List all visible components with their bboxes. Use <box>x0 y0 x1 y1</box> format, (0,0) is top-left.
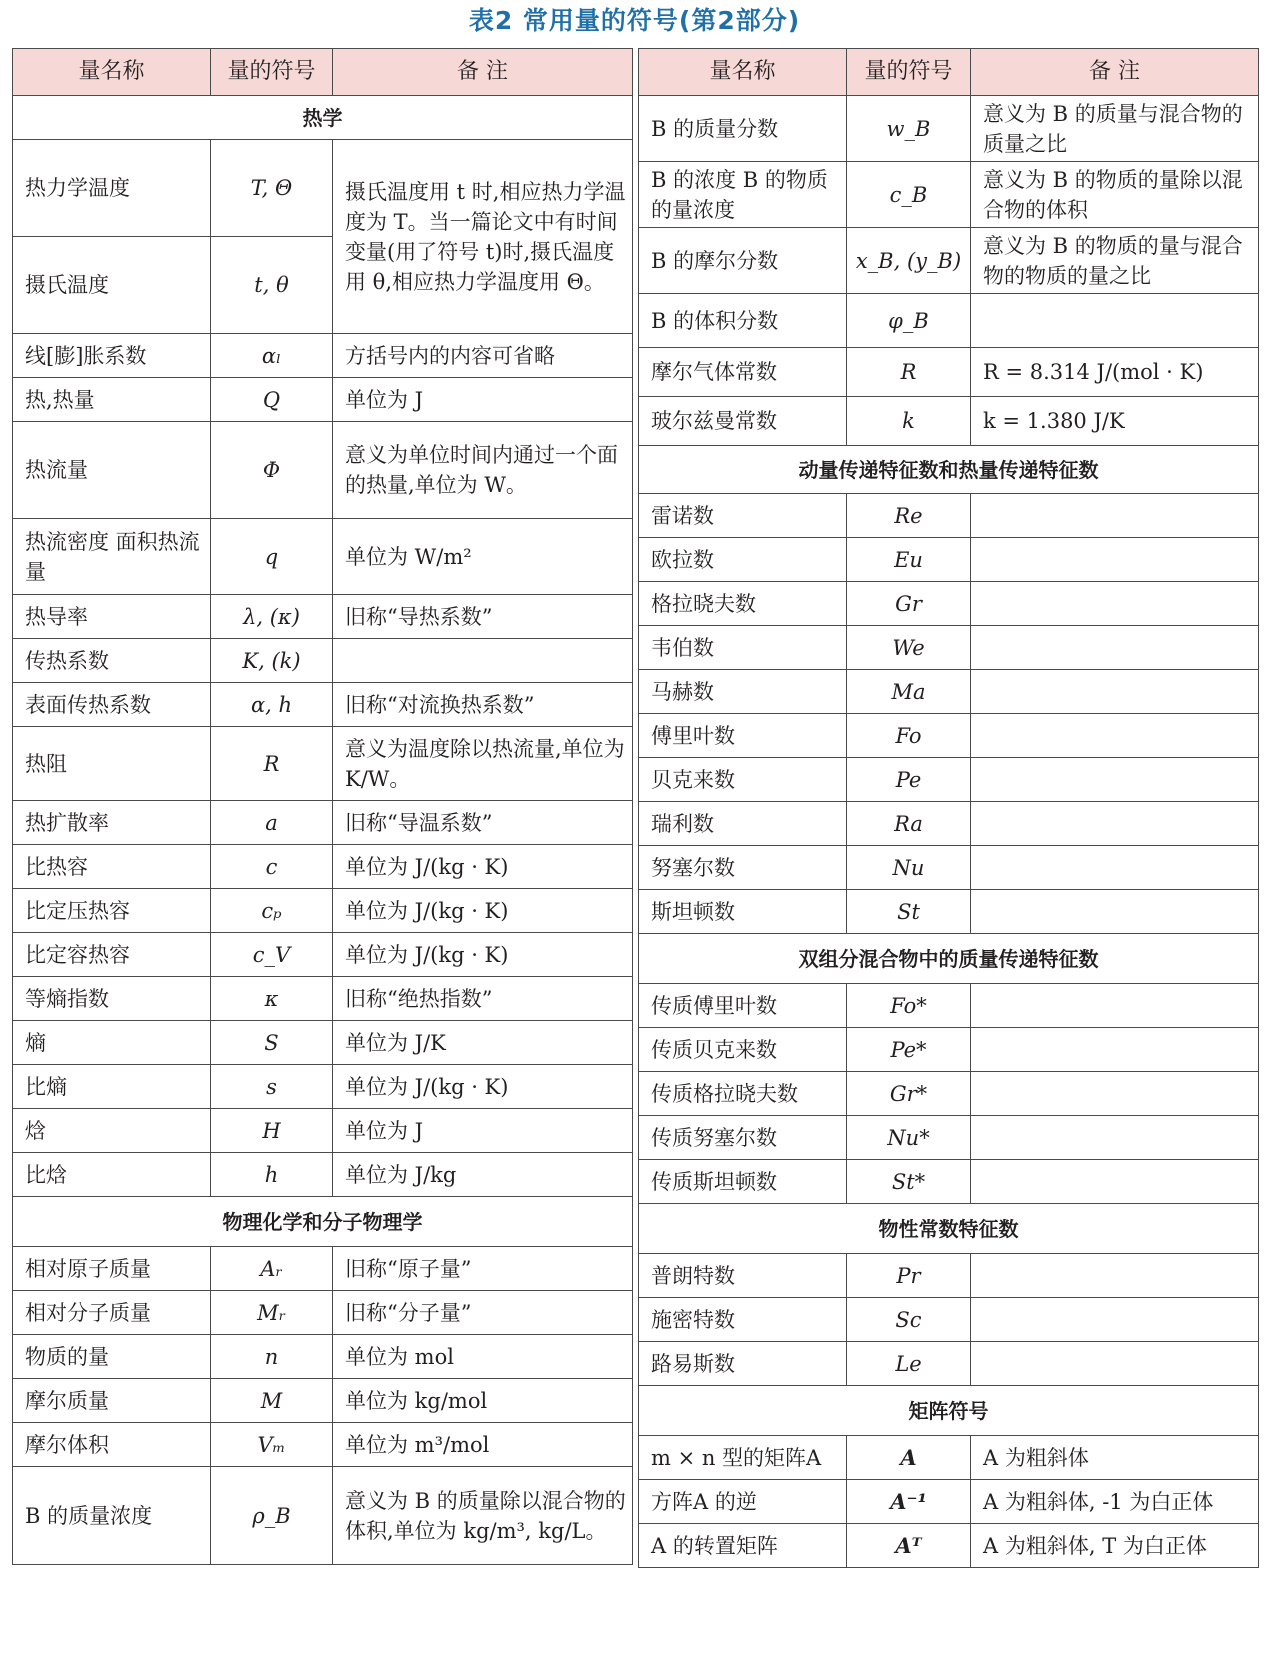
quantity-name: 格拉晓夫数 <box>639 582 847 626</box>
quantity-note <box>971 1342 1259 1386</box>
quantity-name: 比定压热容 <box>13 889 211 933</box>
quantity-name: 瑞利数 <box>639 802 847 846</box>
quantity-symbol: R <box>211 727 333 801</box>
quantity-note: 意义为 B 的质量除以混合物的体积,单位为 kg/m³, kg/L。 <box>333 1467 633 1565</box>
quantity-name: 传质贝克来数 <box>639 1028 847 1072</box>
quantity-symbol: T, Θ <box>211 140 333 237</box>
quantity-note <box>971 582 1259 626</box>
quantity-symbol: S <box>211 1021 333 1065</box>
section-heading: 热学 <box>13 96 633 140</box>
quantity-note: k = 1.380 J/K <box>971 397 1259 446</box>
quantity-symbol: λ, (κ) <box>211 595 333 639</box>
quantity-name: 热,热量 <box>13 378 211 422</box>
quantity-note <box>971 802 1259 846</box>
quantity-symbol: We <box>847 626 971 670</box>
quantity-note: 方括号内的内容可省略 <box>333 334 633 378</box>
quantity-name: 摩尔气体常数 <box>639 348 847 397</box>
quantity-symbol: Pe* <box>847 1028 971 1072</box>
quantity-name: 熵 <box>13 1021 211 1065</box>
quantity-note <box>971 294 1259 348</box>
quantity-name: 施密特数 <box>639 1298 847 1342</box>
quantity-name: 热导率 <box>13 595 211 639</box>
quantity-note: 意义为 B 的物质的量与混合物的物质的量之比 <box>971 228 1259 294</box>
quantity-symbol: Nu <box>847 846 971 890</box>
quantity-note <box>971 1072 1259 1116</box>
section-heading: 物性常数特征数 <box>639 1204 1259 1254</box>
quantity-symbol: c <box>211 845 333 889</box>
quantity-note: A 为粗斜体 <box>971 1436 1259 1480</box>
quantity-symbol: Gr <box>847 582 971 626</box>
quantity-note: 旧称“导热系数” <box>333 595 633 639</box>
quantity-note: R = 8.314 J/(mol · K) <box>971 348 1259 397</box>
quantity-note <box>971 758 1259 802</box>
quantity-name: B 的浓度 B 的物质的量浓度 <box>639 162 847 228</box>
quantity-name: 比焓 <box>13 1153 211 1197</box>
quantity-name: 传质斯坦顿数 <box>639 1160 847 1204</box>
quantity-symbol: Nu* <box>847 1116 971 1160</box>
right-table <box>638 48 1259 1568</box>
left-table <box>12 48 633 1565</box>
quantity-note: 意义为 B 的物质的量除以混合物的体积 <box>971 162 1259 228</box>
quantity-note: A 为粗斜体, -1 为白正体 <box>971 1480 1259 1524</box>
quantity-name: 斯坦顿数 <box>639 890 847 934</box>
quantity-symbol: t, θ <box>211 237 333 334</box>
quantity-symbol: Ma <box>847 670 971 714</box>
quantity-name: 比熵 <box>13 1065 211 1109</box>
quantity-name: 比定容热容 <box>13 933 211 977</box>
quantity-name: B 的体积分数 <box>639 294 847 348</box>
quantity-name: 摄氏温度 <box>13 237 211 334</box>
quantity-note <box>971 494 1259 538</box>
header-name: 量名称 <box>13 49 211 96</box>
page-title: 表2 常用量的符号(第2部分) <box>468 6 801 35</box>
quantity-name: 热扩散率 <box>13 801 211 845</box>
quantity-name: 传质傅里叶数 <box>639 984 847 1028</box>
section-heading: 物理化学和分子物理学 <box>13 1197 633 1247</box>
quantity-note: 意义为 B 的质量与混合物的质量之比 <box>971 96 1259 162</box>
quantity-name: 传质格拉晓夫数 <box>639 1072 847 1116</box>
header-symbol: 量的符号 <box>847 49 971 96</box>
quantity-symbol: Pr <box>847 1254 971 1298</box>
quantity-symbol: Mᵣ <box>211 1291 333 1335</box>
quantity-name: 热流量 <box>13 422 211 519</box>
quantity-name: 表面传热系数 <box>13 683 211 727</box>
quantity-symbol: c_V <box>211 933 333 977</box>
quantity-name: 雷诺数 <box>639 494 847 538</box>
quantity-name: 传质努塞尔数 <box>639 1116 847 1160</box>
quantity-symbol: R <box>847 348 971 397</box>
quantity-name: 比热容 <box>13 845 211 889</box>
quantity-note: 摄氏温度用 t 时,相应热力学温度为 T。当一篇论文中有时间变量(用了符号 t)时,摄氏温度用 θ,相应热力学温度用 Θ。 <box>333 140 633 334</box>
quantity-symbol: αₗ <box>211 334 333 378</box>
quantity-symbol: h <box>211 1153 333 1197</box>
quantity-name: 方阵A 的逆 <box>639 1480 847 1524</box>
quantity-note <box>971 714 1259 758</box>
quantity-symbol: Aᵀ <box>847 1524 971 1568</box>
quantity-symbol: A <box>847 1436 971 1480</box>
quantity-symbol: k <box>847 397 971 446</box>
quantity-name: 路易斯数 <box>639 1342 847 1386</box>
quantity-symbol: κ <box>211 977 333 1021</box>
quantity-name: 传热系数 <box>13 639 211 683</box>
quantity-name: 普朗特数 <box>639 1254 847 1298</box>
quantity-symbol: St* <box>847 1160 971 1204</box>
quantity-symbol: n <box>211 1335 333 1379</box>
quantity-name: B 的摩尔分数 <box>639 228 847 294</box>
quantity-note: 单位为 W/m² <box>333 519 633 595</box>
section-heading: 双组分混合物中的质量传递特征数 <box>639 934 1259 984</box>
quantity-symbol: Re <box>847 494 971 538</box>
quantity-note <box>971 626 1259 670</box>
section-heading: 动量传递特征数和热量传递特征数 <box>639 446 1259 494</box>
quantity-symbol: H <box>211 1109 333 1153</box>
quantity-symbol: c_B <box>847 162 971 228</box>
header-symbol: 量的符号 <box>211 49 333 96</box>
quantity-note: 单位为 J <box>333 1109 633 1153</box>
quantity-note: A 为粗斜体, T 为白正体 <box>971 1524 1259 1568</box>
quantity-name: 欧拉数 <box>639 538 847 582</box>
quantity-name: 摩尔质量 <box>13 1379 211 1423</box>
quantity-note <box>971 538 1259 582</box>
quantity-symbol: a <box>211 801 333 845</box>
quantity-name: 等熵指数 <box>13 977 211 1021</box>
quantity-name: 焓 <box>13 1109 211 1153</box>
quantity-symbol: x_B, (y_B) <box>847 228 971 294</box>
quantity-note: 单位为 mol <box>333 1335 633 1379</box>
quantity-note: 旧称“对流换热系数” <box>333 683 633 727</box>
quantity-symbol: Fo <box>847 714 971 758</box>
quantity-symbol: w_B <box>847 96 971 162</box>
quantity-name: 努塞尔数 <box>639 846 847 890</box>
quantity-note: 意义为单位时间内通过一个面的热量,单位为 W。 <box>333 422 633 519</box>
quantity-note: 单位为 J/(kg · K) <box>333 845 633 889</box>
quantity-note <box>971 1028 1259 1072</box>
quantity-name: A 的转置矩阵 <box>639 1524 847 1568</box>
quantity-name: 热力学温度 <box>13 140 211 237</box>
quantity-name: m × n 型的矩阵A <box>639 1436 847 1480</box>
quantity-symbol: A⁻¹ <box>847 1480 971 1524</box>
quantity-note: 旧称“导温系数” <box>333 801 633 845</box>
quantity-note: 单位为 kg/mol <box>333 1379 633 1423</box>
quantity-name: 摩尔体积 <box>13 1423 211 1467</box>
quantity-note <box>971 846 1259 890</box>
quantity-note <box>971 1298 1259 1342</box>
quantity-symbol: Ra <box>847 802 971 846</box>
quantity-name: 相对分子质量 <box>13 1291 211 1335</box>
quantity-symbol: ρ_B <box>211 1467 333 1565</box>
quantity-note <box>971 1116 1259 1160</box>
quantity-name: B 的质量分数 <box>639 96 847 162</box>
quantity-symbol: q <box>211 519 333 595</box>
quantity-note <box>971 890 1259 934</box>
quantity-symbol: K, (k) <box>211 639 333 683</box>
quantity-symbol: Vₘ <box>211 1423 333 1467</box>
quantity-symbol: Aᵣ <box>211 1247 333 1291</box>
quantity-symbol: α, h <box>211 683 333 727</box>
quantity-symbol: Q <box>211 378 333 422</box>
quantity-name: 马赫数 <box>639 670 847 714</box>
quantity-note: 单位为 J/(kg · K) <box>333 1065 633 1109</box>
quantity-symbol: Pe <box>847 758 971 802</box>
quantity-name: 玻尔兹曼常数 <box>639 397 847 446</box>
quantity-note <box>971 670 1259 714</box>
quantity-symbol: φ_B <box>847 294 971 348</box>
quantity-note: 单位为 J/(kg · K) <box>333 889 633 933</box>
quantity-symbol: St <box>847 890 971 934</box>
quantity-name: 热阻 <box>13 727 211 801</box>
quantity-note: 单位为 J/(kg · K) <box>333 933 633 977</box>
quantity-note: 单位为 J <box>333 378 633 422</box>
quantity-name: 傅里叶数 <box>639 714 847 758</box>
header-note: 备 注 <box>971 49 1259 96</box>
quantity-name: 热流密度 面积热流量 <box>13 519 211 595</box>
quantity-note: 旧称“原子量” <box>333 1247 633 1291</box>
quantity-name: B 的质量浓度 <box>13 1467 211 1565</box>
header-note: 备 注 <box>333 49 633 96</box>
quantity-note <box>971 984 1259 1028</box>
quantity-note: 单位为 J/K <box>333 1021 633 1065</box>
quantity-note: 旧称“分子量” <box>333 1291 633 1335</box>
section-heading: 矩阵符号 <box>639 1386 1259 1436</box>
quantity-symbol: Fo* <box>847 984 971 1028</box>
quantity-note: 单位为 m³/mol <box>333 1423 633 1467</box>
quantity-note <box>971 1160 1259 1204</box>
quantity-name: 韦伯数 <box>639 626 847 670</box>
quantity-symbol: Eu <box>847 538 971 582</box>
quantity-name: 贝克来数 <box>639 758 847 802</box>
quantity-note: 意义为温度除以热流量,单位为 K/W。 <box>333 727 633 801</box>
quantity-symbol: M <box>211 1379 333 1423</box>
quantity-symbol: s <box>211 1065 333 1109</box>
quantity-note: 单位为 J/kg <box>333 1153 633 1197</box>
quantity-symbol: Le <box>847 1342 971 1386</box>
quantity-symbol: Gr* <box>847 1072 971 1116</box>
quantity-name: 线[膨]胀系数 <box>13 334 211 378</box>
quantity-symbol: cₚ <box>211 889 333 933</box>
quantity-note: 旧称“绝热指数” <box>333 977 633 1021</box>
quantity-name: 物质的量 <box>13 1335 211 1379</box>
header-name: 量名称 <box>639 49 847 96</box>
quantity-note <box>971 1254 1259 1298</box>
quantity-symbol: Φ <box>211 422 333 519</box>
quantity-symbol: Sc <box>847 1298 971 1342</box>
quantity-note <box>333 639 633 683</box>
quantity-name: 相对原子质量 <box>13 1247 211 1291</box>
